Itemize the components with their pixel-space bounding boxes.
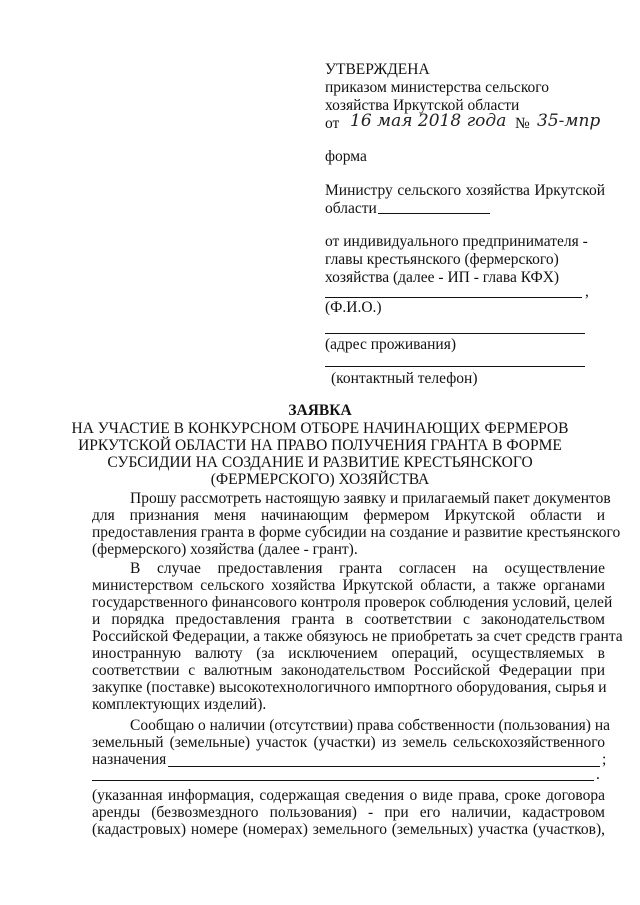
fio-comma: ,	[585, 283, 589, 300]
p4-line-2: аренды (безвозмездного пользования) - при его наличии, кадастровом	[92, 804, 605, 821]
p2-line-1: В случае предоставления гранта согласен на осуществление	[130, 560, 605, 577]
approval-date-prefix: от	[325, 115, 340, 132]
addressee-blank	[378, 213, 490, 214]
heading-line-1: НА УЧАСТИЕ В КОНКУРСНОМ ОТБОРЕ НАЧИНАЮЩИХ ФЕРМЕРОВ	[71, 420, 569, 437]
p4-line-1: (указанная информация, содержащая сведения о виде права, сроке договора	[92, 787, 605, 804]
addressee-line-2: области	[325, 200, 377, 217]
approval-date-handwritten: 16 мая 2018 года	[350, 111, 507, 131]
address-blank	[325, 333, 585, 334]
sender-line-1: от индивидуального предпринимателя -	[325, 233, 588, 250]
fio-caption: (Ф.И.О.)	[325, 299, 382, 316]
fio-blank	[325, 297, 582, 298]
p1-line-1: Прошу рассмотреть настоящую заявку и прилагаемый пакет документов	[130, 490, 611, 507]
form-label: форма	[325, 148, 367, 165]
application-title: ЗАЯВКА	[288, 402, 352, 419]
heading-line-4: (ФЕРМЕРСКОГО) ХОЗЯЙСТВА	[210, 471, 430, 488]
p2-line-3: государственного финансового контроля проверок соблюдения условий, целей	[92, 594, 613, 611]
approval-number-handwritten: 35-мпр	[537, 111, 601, 131]
p2-line-4: и порядка предоставления гранта в соответствии с законодательством	[92, 611, 605, 628]
sender-line-2: главы крестьянского (фермерского)	[325, 251, 559, 268]
heading-line-3: СУБСИДИИ НА СОЗДАНИЕ И РАЗВИТИЕ КРЕСТЬЯНСКОГО	[107, 454, 533, 471]
p2-line-5: Российской Федерации, а также обязуюсь не приобретать за счет средств гранта	[92, 628, 623, 645]
address-caption: (адрес проживания)	[325, 336, 456, 353]
p4-line-3: (кадастровых) номере (номерах) земельного (земельных) участка (участков),	[92, 821, 605, 838]
approval-title: УТВЕРЖДЕНА	[325, 61, 430, 78]
p1-line-4: (фермерского) хозяйства (далее - грант).	[92, 541, 358, 558]
p2-line-7: соответствии с валютным законодательством Российской Федерации при	[92, 662, 605, 679]
approval-line-2: хозяйства Иркутской области	[325, 97, 520, 114]
heading-line-2: ИРКУТСКОЙ ОБЛАСТИ НА ПРАВО ПОЛУЧЕНИЯ ГРАНТА В ФОРМЕ	[78, 437, 562, 454]
addressee-line-1: Министру сельского хозяйства Иркутской	[325, 182, 605, 199]
p3-line-1: Сообщаю о наличии (отсутствии) права собственности (пользования) на	[130, 717, 611, 734]
p1-line-2: для признания меня начинающим фермером Иркутской области и	[92, 507, 605, 524]
sender-line-3: хозяйства (далее - ИП - глава КФХ)	[325, 269, 560, 286]
p3-line-2: земельный (земельные) участок (участки) из земель сельскохозяйственного	[92, 734, 605, 751]
p3-line-3: назначения	[92, 751, 167, 768]
p3-semicolon: ;	[602, 751, 607, 768]
p2-line-2: министерством сельского хозяйства Иркутской области, а также органами	[92, 577, 605, 594]
approval-number-prefix: №	[515, 115, 530, 132]
p1-line-3: предоставления гранта в форме субсидии на создание и развитие крестьянского	[92, 524, 621, 541]
p3-period: .	[596, 766, 600, 783]
land-info-blank-2	[92, 780, 594, 781]
p2-line-9: комплектующих изделий).	[92, 696, 267, 713]
p2-line-6: иностранную валюту (за исключением операций, осуществляемых в	[92, 645, 605, 662]
phone-blank	[325, 366, 585, 367]
p2-line-8: закупке (поставке) высокотехнологичного импортного оборудования, сырья и	[92, 679, 607, 696]
land-info-blank-1	[168, 766, 600, 767]
phone-caption: (контактный телефон)	[331, 370, 478, 387]
approval-line-1: приказом министерства сельского	[325, 79, 550, 96]
